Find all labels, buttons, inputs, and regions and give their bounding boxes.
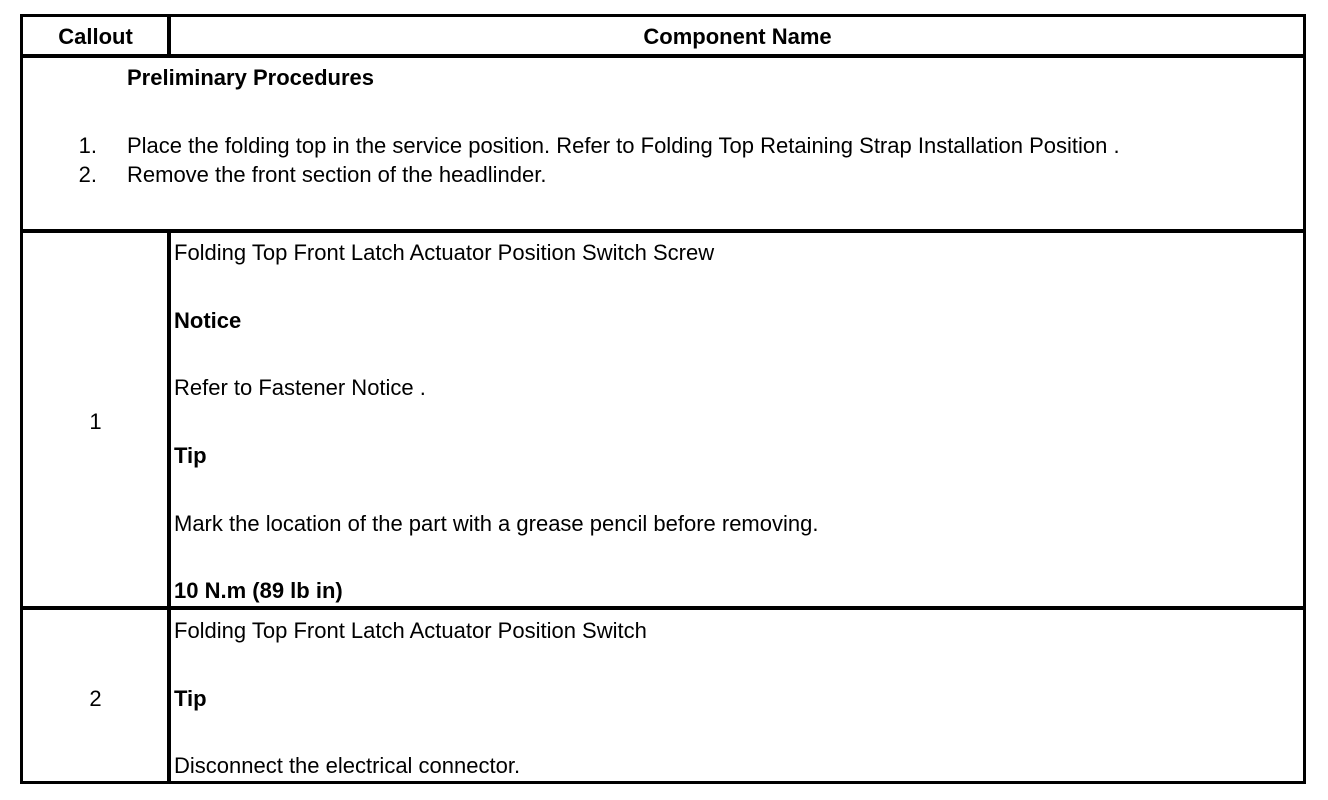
tip-text: Disconnect the electrical connector. — [174, 753, 521, 778]
step-number: 2. — [78, 162, 97, 187]
callout-number: 2 — [89, 686, 102, 711]
notice-label: Notice — [174, 308, 242, 333]
component-name: Folding Top Front Latch Actuator Position Switch — [174, 618, 647, 643]
callout-number: 1 — [89, 409, 102, 434]
step-text: Place the folding top in the service position. Refer to Folding Top Retaining Strap Installation Position . — [127, 133, 1120, 158]
tip-label: Tip — [174, 686, 207, 711]
column-divider-header — [167, 17, 171, 58]
tip-text: Mark the location of the part with a grease pencil before removing. — [174, 511, 819, 536]
step-text: Remove the front section of the headlinder. — [127, 162, 547, 187]
preliminary-divider — [23, 229, 1303, 233]
preliminary-step — [23, 133, 1293, 159]
preliminary-title: Preliminary Procedures — [127, 65, 375, 90]
component-table — [20, 14, 1306, 784]
preliminary-step — [23, 162, 1293, 188]
notice-text: Refer to Fastener Notice . — [174, 375, 426, 400]
tip-label: Tip — [174, 443, 207, 468]
header-callout: Callout — [58, 24, 133, 49]
header-divider — [23, 54, 1303, 58]
step-number: 1. — [78, 133, 97, 158]
torque-spec: 10 N.m (89 lb in) — [174, 578, 343, 603]
component-name: Folding Top Front Latch Actuator Position Switch Screw — [174, 240, 715, 265]
row-divider — [23, 606, 1303, 610]
header-component-name: Component Name — [643, 24, 832, 49]
